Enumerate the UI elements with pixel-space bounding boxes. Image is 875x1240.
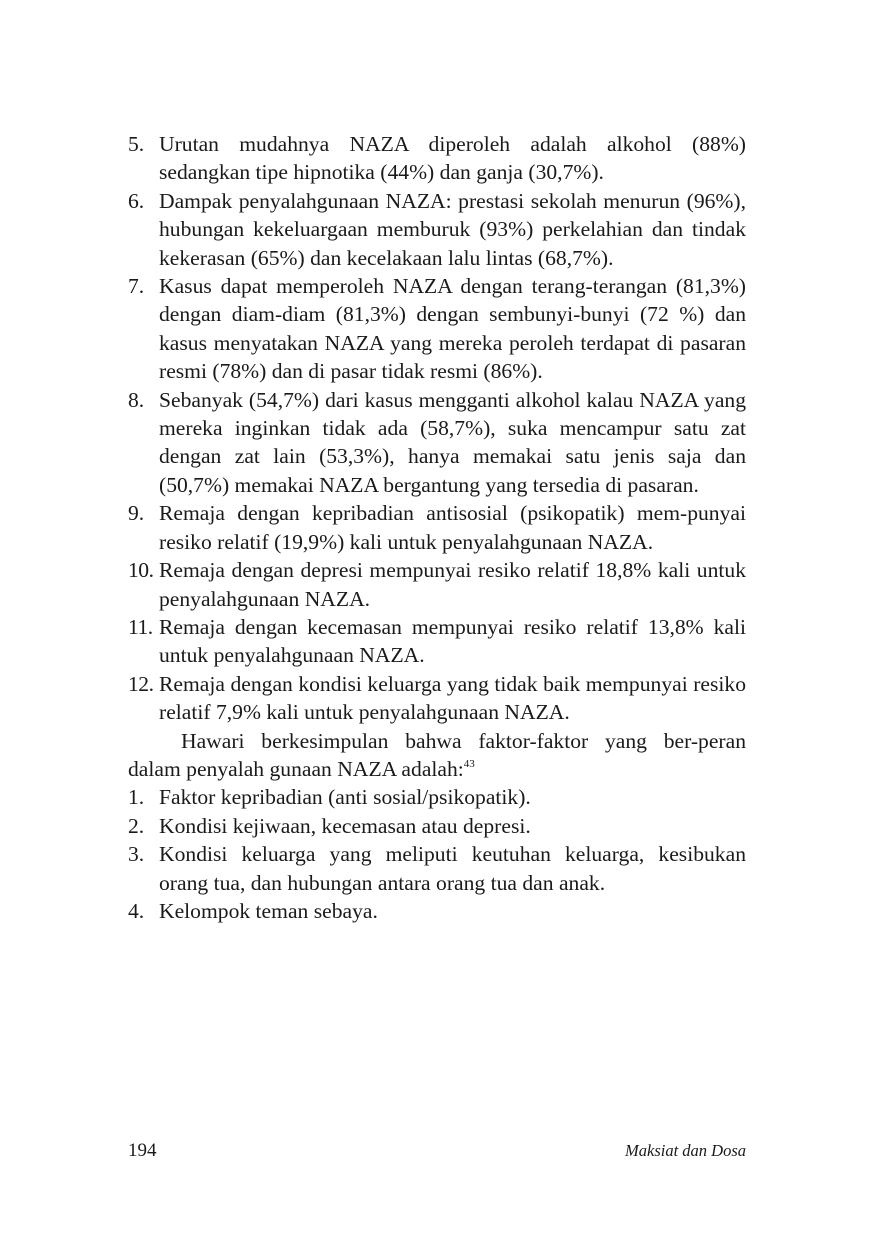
page-number: 194 [128, 1140, 157, 1161]
list-text: Kasus dapat memperoleh NAZA dengan terang-terangan (81,3%) dengan diam-diam (81,3%) dengan sembunyi-bunyi (72 %) dan kasus menyatakan NAZA yang mereka peroleh terdapat di pasaran resmi (78%) dan di pasar tidak resmi (86%). [159, 274, 746, 384]
list-text: Urutan mudahnya NAZA diperoleh adalah alkohol (88%) sedangkan tipe hipnotika (44%) dan ganja (30,7%). [159, 132, 746, 185]
list-number: 10. [128, 558, 154, 583]
page-body [128, 130, 746, 925]
list-item [128, 812, 746, 840]
list-number: 5. [128, 132, 145, 156]
list-number: 4. [128, 898, 145, 923]
list-text: Faktor kepribadian (anti sosial/psikopatik). [159, 785, 531, 810]
list-item [128, 897, 746, 925]
list-number: 12. [128, 671, 154, 696]
list-item [128, 840, 746, 897]
list-item [128, 187, 746, 272]
list-item [128, 499, 746, 556]
list-text: Remaja dengan depresi mempunyai resiko relatif 18,8% kali untuk penyalahgunaan NAZA. [159, 558, 746, 611]
list-text: Remaja dengan kepribadian antisosial (psikopatik) mem-punyai resiko relatif (19,9%) kali untuk penyalahgunaan NAZA. [159, 501, 746, 554]
footnote-marker: 43 [463, 757, 475, 770]
list-number: 6. [128, 188, 145, 213]
list-item [128, 613, 746, 670]
running-footer-title: Maksiat dan Dosa [625, 1141, 746, 1160]
list-text: Kondisi kejiwaan, kecemasan atau depresi. [159, 813, 531, 838]
list-text: Dampak penyalahgunaan NAZA: prestasi sekolah menurun (96%), hubungan kekeluargaan memburuk (93%) perkelahian dan tindak kekerasan (65%) dan kecelakaan lalu lintas (68,7%). [159, 188, 746, 270]
list-item [128, 670, 746, 727]
list-text: Sebanyak (54,7%) dari kasus mengganti alkohol kalau NAZA yang mereka inginkan tidak ada (58,7%), suka mencampur satu zat dengan zat lain (53,3%), hanya memakai satu jenis saja dan (50,7%) memakai NAZA bergantung yang tersedia di pasaran. [159, 387, 746, 497]
list-item [128, 130, 746, 187]
list-number: 8. [128, 387, 145, 412]
body-paragraph [128, 727, 746, 784]
list-text: Remaja dengan kecemasan mempunyai resiko relatif 13,8% kali untuk penyalahgunaan NAZA. [159, 614, 746, 668]
list-text: Kelompok teman sebaya. [159, 898, 378, 923]
list-number: 11. [128, 614, 153, 639]
list-item [128, 386, 746, 500]
list-number: 2. [128, 813, 145, 838]
paragraph-text: Hawari berkesimpulan bahwa faktor-faktor yang ber-peran dalam penyalah gunaan NAZA adalah: [128, 728, 746, 781]
list-item [128, 272, 746, 386]
list-item [128, 556, 746, 613]
list-number: 1. [128, 785, 145, 810]
list-number: 9. [128, 501, 145, 526]
list-text: Remaja dengan kondisi keluarga yang tidak baik mempunyai resiko relatif 7,9% kali untuk penyalahgunaan NAZA. [159, 671, 746, 725]
list-text: Kondisi keluarga yang meliputi keutuhan keluarga, kesibukan orang tua, dan hubungan antara orang tua dan anak. [159, 842, 746, 895]
list-number: 7. [128, 274, 145, 299]
list-number: 3. [128, 842, 145, 867]
list-item [128, 783, 746, 811]
